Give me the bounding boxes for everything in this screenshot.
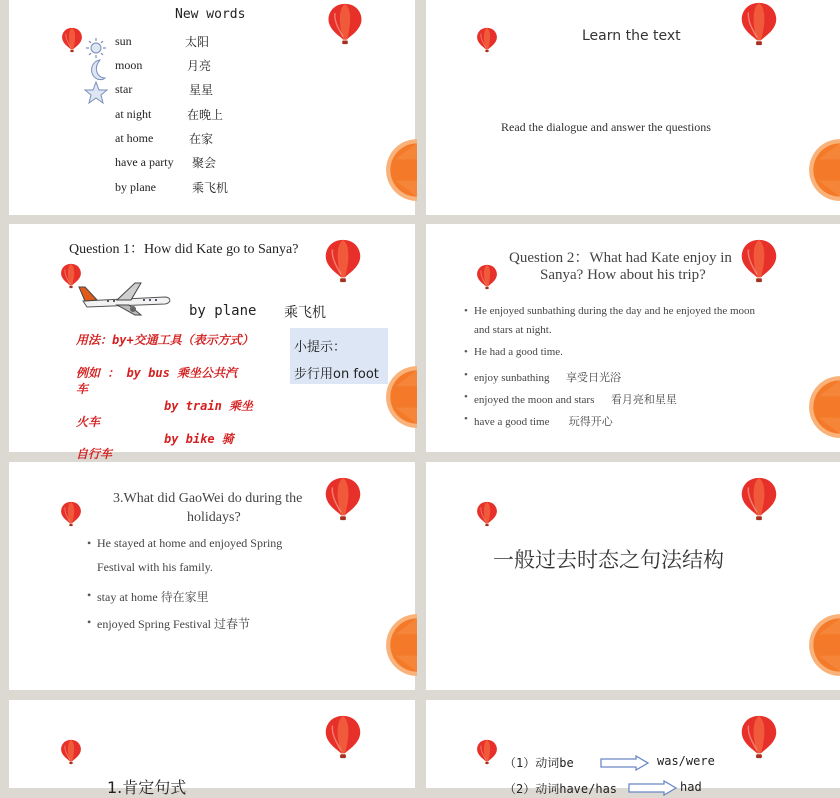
- orange-circle-decoration: [808, 122, 840, 218]
- bullet-item: • He stayed at home and enjoyed Spring: [97, 536, 282, 551]
- bullet-item: • stay at home 待在家里: [97, 588, 209, 605]
- word-en: sun: [115, 34, 132, 48]
- example-line: by train 乘坐: [164, 399, 254, 413]
- balloon-icon: [325, 2, 365, 46]
- slide-grammar-title[interactable]: [426, 462, 840, 690]
- balloon-icon: [60, 738, 82, 766]
- balloon-icon: [60, 500, 82, 528]
- orange-circle-decoration: [385, 597, 417, 693]
- orange-circle-decoration: [385, 122, 417, 218]
- usage-text: 用法：by+交通工具（表示方式）: [76, 333, 254, 347]
- slide-affirmative[interactable]: [9, 700, 415, 797]
- orange-circle-decoration: [385, 349, 417, 445]
- word-en: at home: [115, 131, 154, 145]
- slide-title: 一般过去时态之句法结构: [493, 548, 724, 572]
- question-title: Question 1：How did Kate go to Sanya?: [69, 242, 299, 257]
- answer-zh: 乘飞机: [284, 305, 326, 321]
- word-en: by plane: [115, 180, 156, 194]
- bullet-continuation: and stars at night.: [474, 324, 552, 336]
- bullet-item: • He had a good time.: [474, 346, 563, 358]
- orange-circle-decoration: [808, 359, 840, 455]
- bullet-continuation: Festival with his family.: [97, 560, 213, 574]
- bullet-item: • enjoyed Spring Festival 过春节: [97, 615, 250, 632]
- example-line: 自行车: [76, 447, 113, 461]
- star-icon: [84, 81, 108, 105]
- slide-title: New words: [175, 7, 246, 22]
- arrow-right-icon: [600, 755, 650, 771]
- word-zh: 月亮: [187, 59, 212, 73]
- example-line: by bike 骑: [164, 432, 234, 446]
- slide-question-2[interactable]: [426, 224, 840, 452]
- balloon-icon: [739, 714, 779, 760]
- answer-en: by plane: [189, 303, 257, 319]
- slide-learn-text[interactable]: [426, 0, 840, 215]
- balloon-icon: [323, 238, 363, 284]
- tip-title: 小提示：: [294, 340, 347, 355]
- word-zh: 乘飞机: [192, 181, 229, 195]
- arrow-right-icon: [628, 780, 678, 796]
- instruction-text: Read the dialogue and answer the questions: [501, 120, 711, 134]
- word-zh: 太阳: [185, 35, 210, 49]
- balloon-icon: [739, 1, 779, 47]
- word-zh: 在家: [189, 132, 214, 146]
- airplane-image: [77, 279, 173, 319]
- word-en: have a party: [115, 155, 174, 169]
- question-title: holidays?: [187, 510, 241, 525]
- word-zh: 聚会: [192, 156, 217, 170]
- sun-icon: [85, 37, 107, 59]
- bullet-item: • have a good time 玩得开心: [474, 413, 613, 429]
- word-zh: 星星: [189, 83, 214, 97]
- balloon-icon: [739, 238, 779, 284]
- example-line: 火车: [76, 415, 101, 429]
- balloon-icon: [739, 476, 779, 522]
- question-title: 3.What did GaoWei do during the: [113, 491, 303, 506]
- slide-question-1[interactable]: [9, 224, 415, 461]
- example-line: 车: [76, 382, 89, 396]
- balloon-icon: [323, 714, 363, 760]
- verb-label: （2）动词have/has: [504, 782, 618, 796]
- balloon-icon: [476, 263, 498, 291]
- word-en: at night: [115, 107, 152, 121]
- verb-result: had: [680, 780, 702, 794]
- example-line: 例如 ： by bus 乘坐公共汽: [76, 366, 238, 380]
- verb-label: （1）动词be: [504, 756, 574, 770]
- slide-question-3[interactable]: [9, 462, 415, 690]
- word-en: moon: [115, 58, 143, 72]
- moon-icon: [85, 58, 107, 82]
- word-en: star: [115, 82, 133, 96]
- orange-circle-decoration: [808, 597, 840, 693]
- verb-result: was/were: [657, 754, 715, 768]
- slide-title: Learn the text: [582, 28, 681, 44]
- question-title: Sanya? How about his trip?: [540, 267, 706, 283]
- tip-text: 步行用on foot: [294, 367, 379, 382]
- section-heading: 1.肯定句式: [107, 778, 187, 797]
- slide-new-words[interactable]: [9, 0, 415, 215]
- balloon-icon: [476, 26, 498, 54]
- bullet-item: • enjoy sunbathing 享受日光浴: [474, 369, 621, 385]
- balloon-icon: [476, 738, 498, 766]
- balloon-icon: [476, 500, 498, 528]
- slide-verb-forms[interactable]: [426, 700, 840, 796]
- bullet-item: • enjoyed the moon and stars 看月亮和星星: [474, 391, 677, 407]
- word-zh: 在晚上: [187, 108, 224, 122]
- balloon-icon: [61, 26, 83, 54]
- balloon-icon: [323, 476, 363, 522]
- bullet-item: • He enjoyed sunbathing during the day and he enjoyed the moon: [474, 305, 755, 317]
- question-title: Question 2：What had Kate enjoy in: [509, 250, 732, 266]
